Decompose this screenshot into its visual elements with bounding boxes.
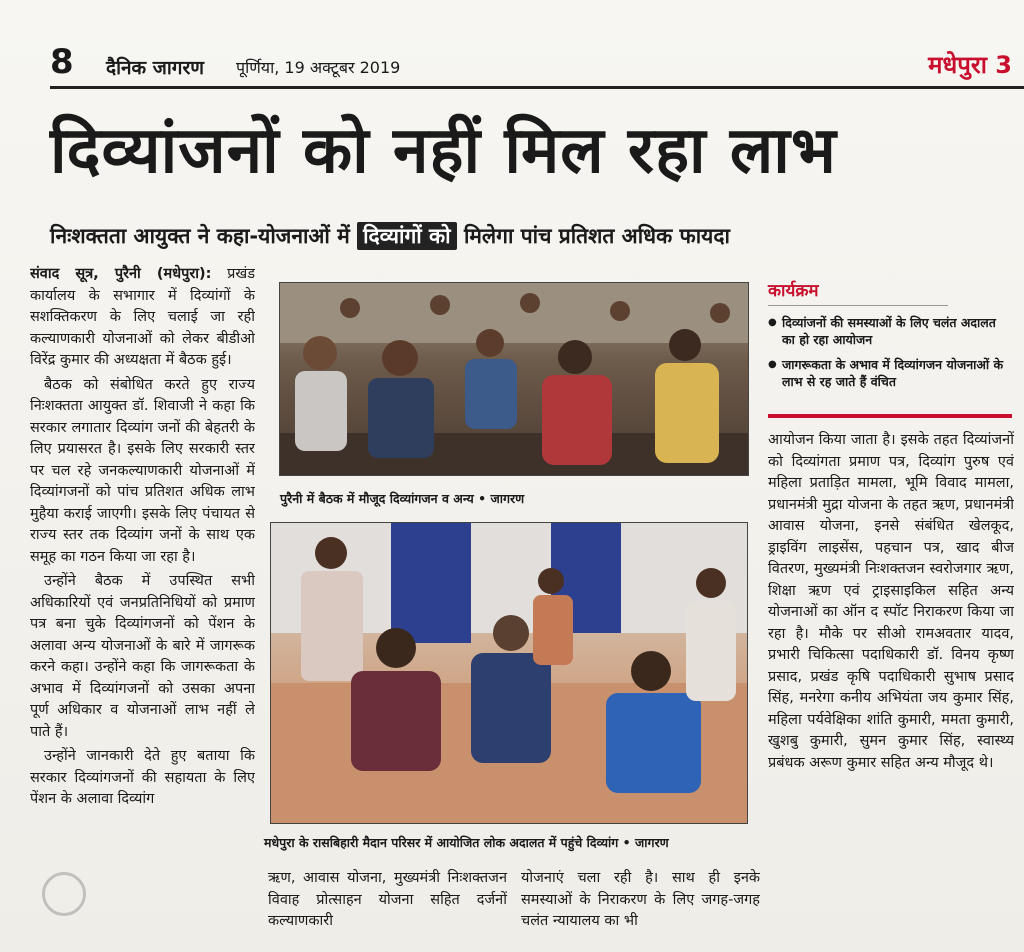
masthead: दैनिक जागरण xyxy=(106,57,204,79)
page-number: 8 xyxy=(50,42,74,82)
program-item-2: ● जागरूकता के अभाव में दिव्यांगजन योजनाओं के लाभ से रह जाते हैं वंचित xyxy=(768,356,1012,390)
program-box-title: कार्यक्रम xyxy=(768,278,948,306)
lok-adalat-photo-art xyxy=(271,523,747,823)
right-column xyxy=(768,430,1014,946)
program-box xyxy=(768,278,1012,418)
right-column-text: आयोजन किया जाता है। इसके तहत दिव्यांजनों को दिव्यांगता प्रमाण पत्र, दिव्यांग पुरुष एवं महिला प्रताड़ित मामला, भूमि विवाद मामला, प्रधानमंत्री मुद्रा योजना के तहत ऋण, प्रधानमंत्री आवास योजना, इनसे संबंधित खेलकूद, ड्राइविंग लाइसेंस, पहचान पत्र, खाद बीज वितरण, मुख्यमंत्री निःशक्तजन स्वरोजगार ऋण, शिक्षा ऋण एवं ट्राइसाइकिल सहित अन्य योजनाओं का ऑन द स्पॉट निराकरण किया जा रहा है। मौके पर सीओ रामअवतार यादव, प्रभारी चिकित्सा पदाधिकारी डॉ. विनय कृष्ण प्रसाद, प्रखंड कृषि पदाधिकारी सुभाष प्रसाद सिंह, मनरेगा कनीय अभियंता जय कुमार सिंह, महिला पर्यवेक्षिका शांति कुमारी, ममता कुमारी, खुशबु कुमारी, सुमन कुमार सिंह, स्वास्थ्य प्रबंधक अरूण कुमार सहित अन्य मौजूद थे। xyxy=(768,432,1014,771)
header-rule xyxy=(50,86,1024,89)
subheadline-after: मिलेगा पांच प्रतिशत अधिक फायदा xyxy=(463,224,730,248)
scanner-watermark-icon xyxy=(42,872,86,916)
subheadline-before: निःशक्तता आयुक्त ने कहा-योजनाओं में xyxy=(50,224,350,248)
meeting-photo xyxy=(279,282,749,476)
paragraph-2: बैठक को संबोधित करते हुए राज्य निःशक्तता आयुक्त डॉ. शिवाजी ने कहा कि सरकार लगातार दिव्यांग जनों की बेहतरी के लिए प्रयासरत है। इसके लिए सरकारी स्तर पर चल रहे जनकल्याणकारी योजनाओं में दिव्यांगजनों को पांच प्रतिशत अधिक लाभ मुहैया कराई जाएगी। इसके लिए पंचायत से राज्य स्तर तक दिव्यांग जनों के साथ एक समूह का गठन किया जा रहा है। xyxy=(30,376,255,565)
paragraph-1-text: प्रखंड कार्यालय के सभागार में दिव्यांगों के सशक्तिकरण के लिए चलाई जा रही कल्याणकारी योजनाओं को लेकर बीडीओ विरेंद्र कुमार की अध्यक्षता में बैठक हुई। xyxy=(30,266,255,368)
headline: दिव्यांजनों को नहीं मिल रहा लाभ xyxy=(50,114,837,188)
bottom-middle-text xyxy=(268,868,760,948)
dateline: संवाद सूत्र, पुरैनी (मधेपुरा): xyxy=(30,266,212,282)
place-date: पूर्णिया, 19 अक्टूबर 2019 xyxy=(236,58,401,77)
lok-adalat-photo xyxy=(270,522,748,824)
bottom-middle-col1: ऋण, आवास योजना, मुख्यमंत्री निःशक्तजन विवाह प्रोत्साहन योजना सहित दर्जनों कल्याणकारी xyxy=(268,870,507,929)
paragraph-3: उन्होंने बैठक में उपस्थित सभी अधिकारियों एवं जनप्रतिनिधियों को प्रमाण पत्र बना चुके दिव्यांगजनों को पेंशन के अलावा अन्य योजनाओं के बारे में जागरूक करने कहा। उन्होंने कहा कि जागरूकता के अभाव में दिव्यांगजनों को उसका अपना पूर्ण अधिकार व योजनाओं लाभ नहीं ले पाते हैं। xyxy=(30,573,255,740)
district-label: मधेपुरा 3 xyxy=(928,51,1012,79)
left-column xyxy=(30,264,255,940)
page-header xyxy=(50,40,1024,88)
photo2-caption: मधेपुरा के रासबिहारी मैदान परिसर में आयोजित लोक अदालत में पहुंचे दिव्यांग • जागरण xyxy=(264,835,669,850)
program-box-bar xyxy=(768,414,1012,418)
paragraph-4: उन्होंने जानकारी देते हुए बताया कि सरकार दिव्यांगजनों की सहायता के लिए पेंशन के अलावा दिव्यांग xyxy=(30,748,255,807)
paragraph-1 xyxy=(30,264,255,372)
subheadline xyxy=(50,222,1024,250)
photo1-caption: पुरैनी में बैठक में मौजूद दिव्यांगजन व अन्य • जागरण xyxy=(280,491,525,506)
program-item-1: ● दिव्यांजनों की समस्याओं के लिए चलंत अदालत का हो रहा आयोजन xyxy=(768,314,1012,348)
subheadline-boxed: दिव्यांगों को xyxy=(357,222,457,250)
meeting-photo-art xyxy=(280,283,748,475)
bottom-middle-col2: योजनाएं चला रही है। साथ ही इनके समस्याओं के निराकरण के लिए जगह-जगह चलंत न्यायालय का भी xyxy=(521,870,760,929)
